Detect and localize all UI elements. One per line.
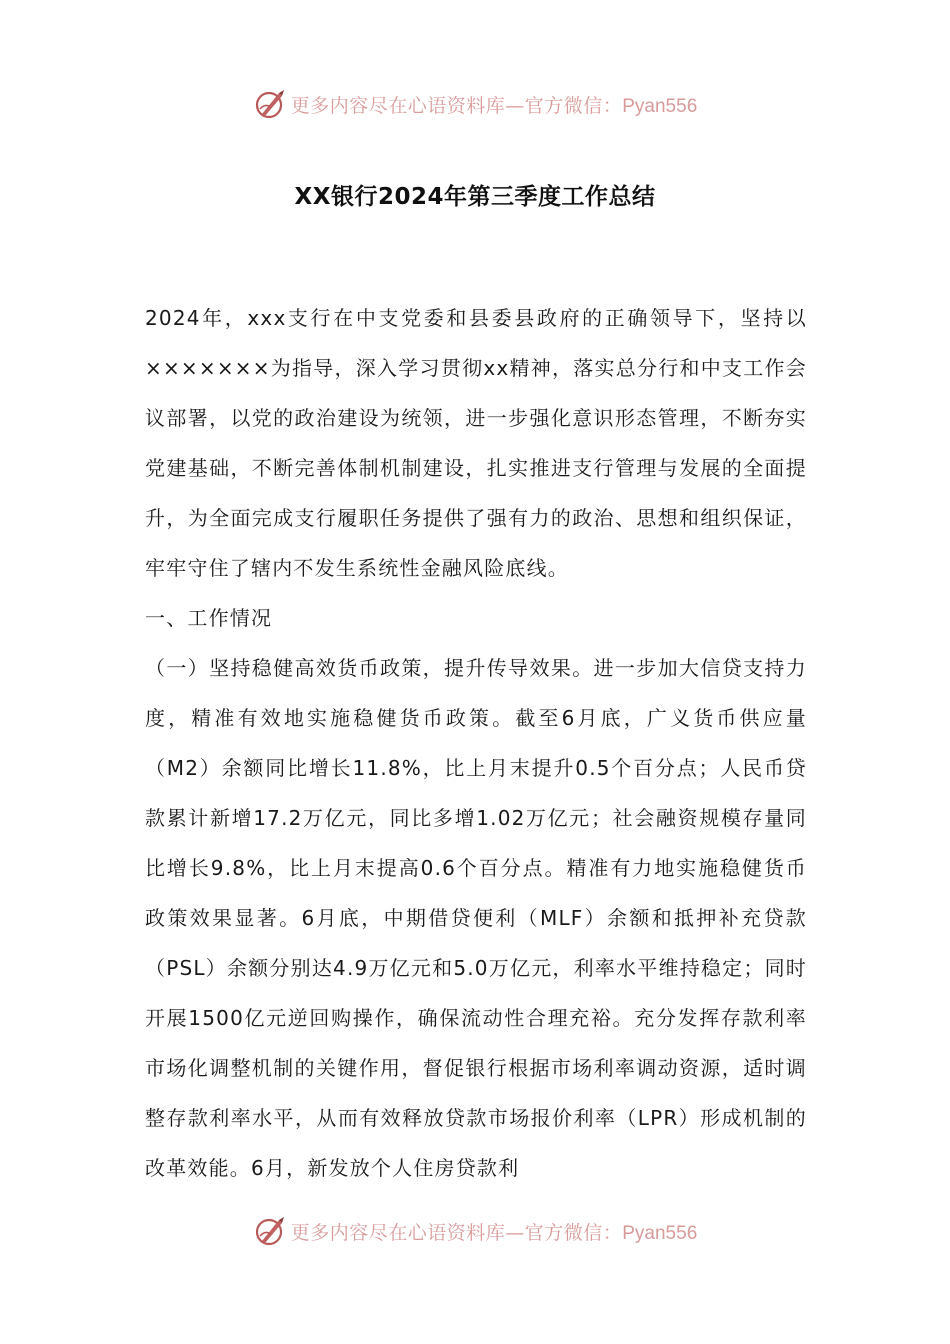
quill-pen-logo-icon xyxy=(253,1214,287,1248)
quill-pen-logo-icon xyxy=(253,87,287,121)
watermark-text xyxy=(291,91,698,118)
watermark-header xyxy=(0,84,950,124)
watermark-footer xyxy=(0,1211,950,1251)
watermark-wechat-id: Pyan556 xyxy=(622,95,698,117)
document-body xyxy=(145,293,807,1193)
watermark-text-cn: 更多内容尽在心语资料库—官方微信： xyxy=(290,94,623,117)
watermark-text-cn: 更多内容尽在心语资料库—官方微信： xyxy=(290,1221,623,1244)
document-title: XX银行2024年第三季度工作总结 xyxy=(294,184,656,210)
section-heading-work-status: 一、工作情况 xyxy=(145,606,273,630)
watermark-text xyxy=(291,1218,698,1245)
paragraph-monetary-policy: （一）坚持稳健高效货币政策，提升传导效果。进一步加大信贷支持力度，精准有效地实施稳健货币政策。截至6月底，广义货币供应量（M2）余额同比增长11.8%，比上月末提升0.5个百分点；人民币贷款累计新增17.2万亿元，同比多增1.02万亿元；社会融资规模存量同比增长9.8%，比上月末提高0.6个百分点。精准有力地实施稳健货币政策效果显著。6月底，中期借贷便利（MLF）余额和抵押补充贷款（PSL）余额分别达4.9万亿元和5.0万亿元，利率水平维持稳定；同时开展1500亿元逆回购操作，确保流动性合理充裕。充分发挥存款利率市场化调整机制的关键作用，督促银行根据市场利率调动资源，适时调整存款利率水平，从而有效释放贷款市场报价利率（LPR）形成机制的改革效能。6月，新发放个人住房贷款利 xyxy=(145,656,807,1180)
watermark-wechat-id: Pyan556 xyxy=(622,1222,698,1244)
paragraph-intro: 2024年，xxx支行在中支党委和县委县政府的正确领导下，坚持以×××××××为指导，深入学习贯彻xx精神，落实总分行和中支工作会议部署，以党的政治建设为统领，进一步强化意识形态管理，不断夯实党建基础，不断完善体制机制建设，扎实推进支行管理与发展的全面提升，为全面完成支行履职任务提供了强有力的政治、思想和组织保证，牢牢守住了辖内不发生系统性金融风险底线。 xyxy=(145,306,807,580)
